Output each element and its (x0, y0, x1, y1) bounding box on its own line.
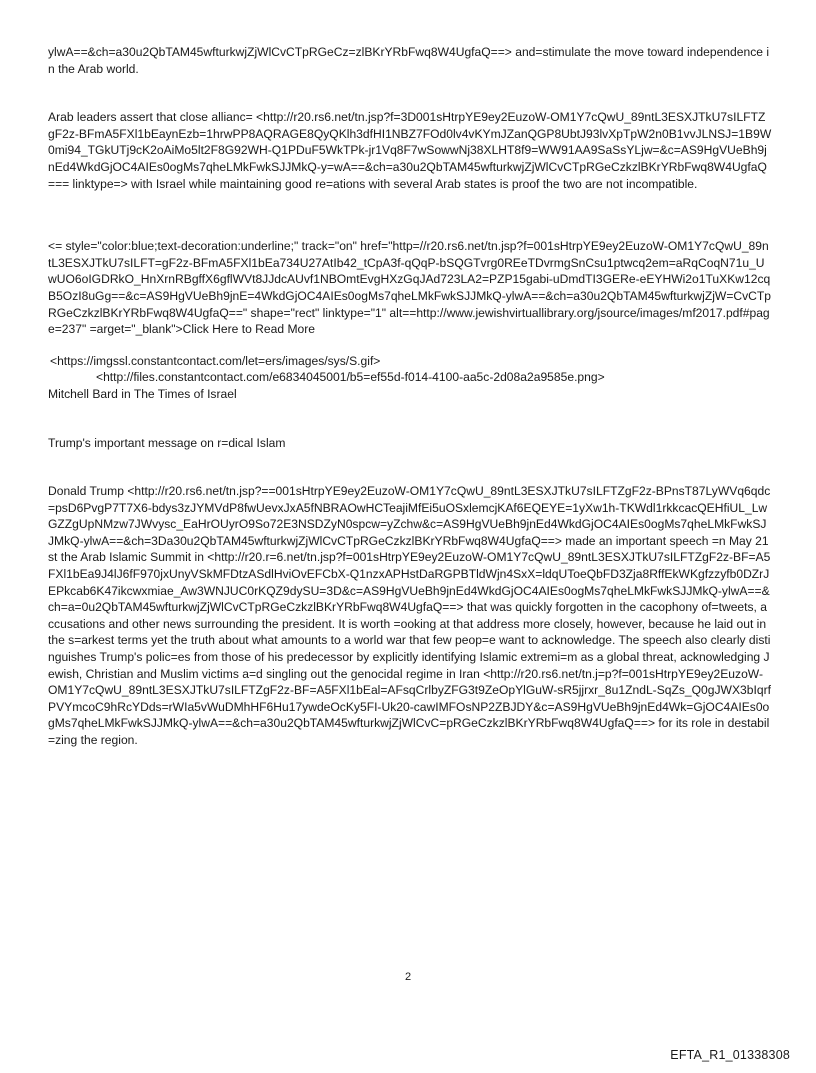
image-reference-png: <http://files.constantcontact.com/e6834045001/b5=ef55d-f014-4100-aa5c-2d08a2a9585e.png> (96, 370, 605, 385)
page-number: 2 (404, 971, 412, 983)
byline: Mitchell Bard in The Times of Israel (48, 386, 237, 401)
document-body (48, 44, 772, 749)
article-heading: Trump's important message on r=dical Islam (48, 435, 286, 450)
footer-document-id: EFTA_R1_01338308 (670, 1048, 790, 1062)
image-reference-gif: <https://imgssl.constantcontact.com/let=ers/images/sys/S.gif> (50, 353, 381, 368)
paragraph-read-more-link: <= style="color:blue;text-decoration:underline;" track="on" href="http=//r20.rs6.net/tn.jsp?f=001sHtrpYE9ey2EuzoW-OM1Y7cQwU_89ntL3ESXJTkU7sILFT=gF2z-BFmA5FXl1bEa734U27AtIb42_tCpA3f-qQqP-bSQGTvrg0REeTDvrmgSnCsu1ptwcq2em=aRqCoqN71u_UwUO6oIGDRkO_HnXrnRBgffX6gflWVt8JJdcAUvf1NBOmtEvgHXzGqJAd723LA2=PZP15gabi-uDmdTI3GERe-eEYHWi2o1TuXKw12cqB5OzI8uGg==&c=AS9HgVUeBh9jnE=4WkdGjOC4AIEs0ogMs7qheLMkFwkSJJMkQ-ylwA==&ch=a30u2QbTAM45wfturkwjZjW=CvCTpRGeCzkzlBKrYRbFwq8W4UgfaQ==" shape="rect" linktype="1" alt==http://www.jewishvirtuallibrary.org/jsource/images/mf2017.pdf#page=237" =arget="_blank">Click Here to Read More (48, 239, 772, 337)
paragraph-trump-speech: Donald Trump <http://r20.rs6.net/tn.jsp?==001sHtrpYE9ey2EuzoW-OM1Y7cQwU_89ntL3ESXJTkU7sILFTZgF2z-BPnsT87LyWVq6qdc=psD6PvgP7T7X6-bdys3zJYMVdP8fwUevxJxA5fNBRAOwHCTeajiMfEi5uOSxlemcjKAf6EQEYE=1yXw1h-TKWdl1rkkcacQEHfiUL_LwGZZgUpNMzw7JWvysc_EaHrOUyrO9So72E3NSDZyN0spcw=yZchw&c=AS9HgVUeBh9jnEd4WkdGjOC4AIEs0ogMs7qheLMkFwkSJJMkQ-ylwA==&ch=3Da30u2QbTAM45wfturkwjZjWlCvCTpRGeCzkzlBKrYRbFwq8W4UgfaQ==> made an important speech =n May 21st the Arab Islamic Summit in <http://r20.r=6.net/tn.jsp?f=001sHtrpYE9ey2EuzoW-OM1Y7cQwU_89ntL3ESXJTkU7sILFTZgF2z-BF=A5FXl1bEa9J4lJ6fF970jxUnyVSkMFDtzASdlHviOvEFCbX-Q1nzxAPHstDaRGPBTldWjn4SxX=ldqUToeQbFD3Zja8RffEkWKgfzzyfb0DZrJEPkcab6K47ikcwxmiae_Aw3WNJUC0rKQZ9dySU=3D&c=AS9HgVUeBh9jnEd4WkdGjOC4AIEs0ogMs7qheLMkFwkSJJMkQ-ylwA==&ch=a=0u2QbTAM45wfturkwjZjWlCvCTpRGeCzkzlBKrYRbFwq8W4UgfaQ==> that was quickly forgotten in the cacophony of=tweets, accusations and other news surrounding the president. It is worth =ooking at that address more closely, however, because he laid out in the s=arkest terms yet the truth about what amounts to a world war that few peop=e want to acknowledge. The speech also clearly distinguishes Trump's polic=es from those of his predecessor by explicitly identifying Islamic extremi=m as a global threat, acknowledging Jewish, Christian and Muslim victims a=d singling out the genocidal regime in Iran <http://r20.rs6.net/tn.j=p?f=001sHtrpYE9ey2EuzoW-OM1Y7cQwU_89ntL3ESXJTkU7sILFTZgF2z-BF=A5FXl1bEal=AFsqCrlbyZFG3t9ZeOpYlGuW-sR5jjrxr_8u1ZndL-SqZs_Q0gJWX3bIqrfPVYmcoC9hRcYDds=rWIa5vWuDMhHF6Hu17ywdeOcKy5FI-Uk20-cawIMFOsNP2ZBJDY&c=AS9HgVUeBh9jnEd4Wk=GjOC4AIEs0ogMs7qheLMkFwkSJJMkQ-ylwA==&ch=a30u2QbTAM45wfturkwjZjWlCvC=pRGeCzkzlBKrYRbFwq8W4UgfaQ==> for its role in destabil=zing the region. (48, 484, 771, 747)
paragraph-intro-tail: ylwA==&ch=a30u2QbTAM45wfturkwjZjWlCvCTpRGeCz=zlBKrYRbFwq8W4UgfaQ==> and=stimulate the move toward independence in the Arab world. (48, 45, 770, 76)
paragraph-arab-leaders: Arab leaders assert that close allianc= <http://r20.rs6.net/tn.jsp?f=3D001sHtrpYE9ey2EuzoW-OM1Y7cQwU_89ntL3ESXJTkU7sILFTZgF2z-BFmA5FXl1bEaynEzb=1hrwPP8AQRAGE8QyQKlh3dfHI1NBZ7FOd0lv4vKYmJZanQGP8UbtJ93lvXpTpW2n0B1vvJLNSJ=1B9W0mi94_TGkUTj9cK2oAiMo5lt2F8G92WH-Q1PDuF5WkTPk-jr1Vq8F7wSowwNj38XLHT8f9=WW91AA9SaSsYLjw=&c=AS9HgVUeBh9jnEd4WkdGjOC4AIEs0ogMs7qheLMkFwkSJJMkQ-y=wA==&ch=a30u2QbTAM45wfturkwjZjWlCvCTpRGeCzkzlBKrYRbFwq8W4UgfaQ=== linktype=> with Israel while maintaining good re=ations with several Arab states is proof the two are not incompatible. (48, 110, 772, 191)
